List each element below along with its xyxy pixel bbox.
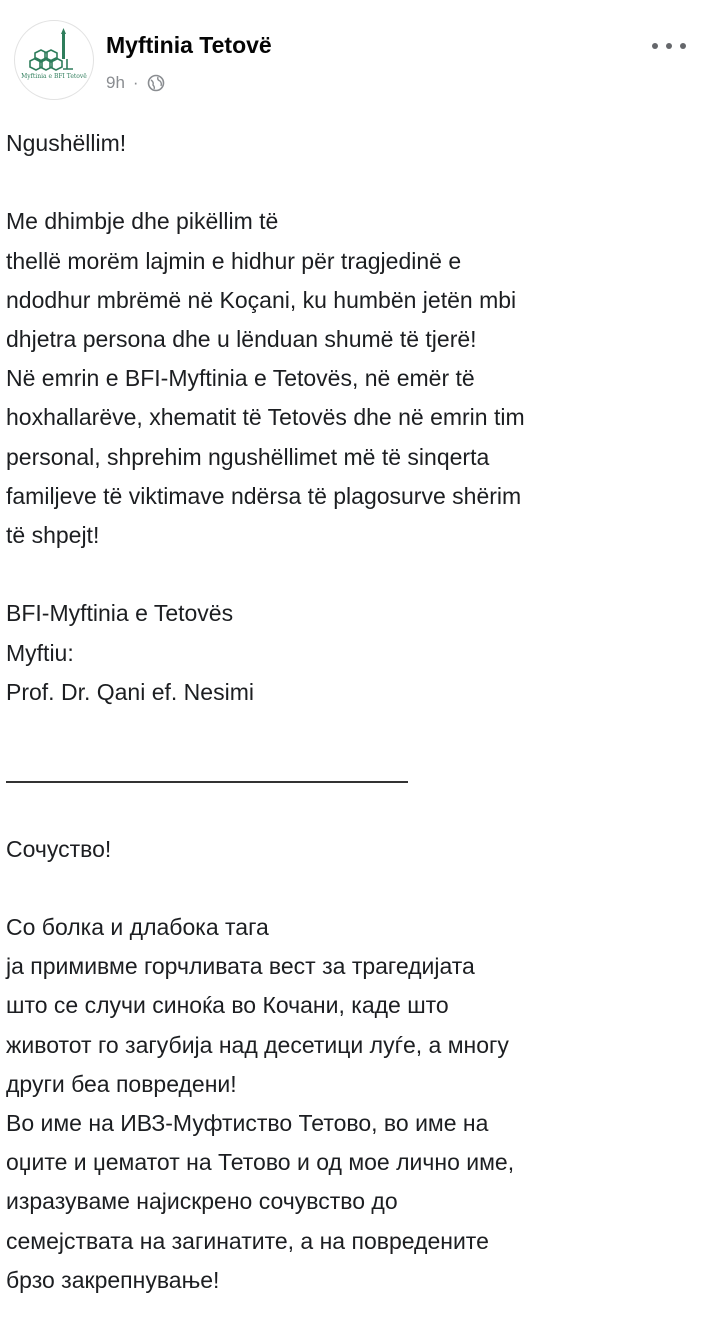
macedonian-paragraph-line: оџите и џематот на Тетово и од мое лично име, xyxy=(6,1149,515,1176)
albanian-paragraph-line: Me dhimbje dhe pikëllim të xyxy=(6,208,279,235)
albanian-paragraph-line: dhjetra persona dhe u lënduan shumë të tjerë! xyxy=(6,326,477,352)
albanian-paragraph-line: ndodhur mbrëmë në Koçani, ku humbën jetën mbi xyxy=(6,286,517,313)
meta-separator: · xyxy=(132,73,139,92)
more-options-icon[interactable] xyxy=(652,36,686,56)
macedonian-paragraph-line: изразуваме најискрено сочувство до xyxy=(6,1188,398,1215)
more-dot xyxy=(680,43,686,49)
albanian-paragraph-line: të shpejt! xyxy=(6,522,100,549)
avatar-caption: Myftinia e BFI Tetovë xyxy=(21,73,87,80)
blank-line xyxy=(6,555,696,594)
divider-rule xyxy=(6,751,696,790)
albanian-signature-line: BFI-Myftinia e Tetovës xyxy=(6,600,234,627)
albanian-signature-line: Myftiu: xyxy=(6,639,74,666)
blank-line xyxy=(6,163,696,202)
macedonian-greeting: Сочуство! xyxy=(6,835,112,862)
blank-line xyxy=(6,712,696,751)
macedonian-paragraph-line: други беа повредени! xyxy=(6,1070,237,1097)
post-header xyxy=(14,16,694,106)
post-meta xyxy=(106,71,165,95)
blank-line xyxy=(6,790,696,829)
more-dot xyxy=(652,43,658,49)
more-dot xyxy=(666,43,672,49)
macedonian-paragraph-line: животот го загубија над десетици луѓе, а многу xyxy=(6,1031,509,1058)
albanian-signature-line: Prof. Dr. Qani ef. Nesimi xyxy=(6,678,254,705)
macedonian-paragraph-line: семејствата на загинатите, а на повредените xyxy=(6,1227,489,1254)
globe-icon xyxy=(147,74,165,92)
post-time[interactable]: 9h xyxy=(106,73,125,92)
albanian-greeting: Ngushëllim! xyxy=(6,130,127,156)
mosque-logo-icon xyxy=(15,21,93,99)
albanian-paragraph-line: familjeve të viktimave ndërsa të plagosurve shërim xyxy=(6,482,522,509)
albanian-paragraph-line: Në emrin e BFI-Myftinia e Tetovës, në emër të xyxy=(6,365,475,392)
macedonian-paragraph-line: брзо закрепнување! xyxy=(6,1266,220,1293)
macedonian-paragraph-line: што се случи синоќа во Кочани, каде што xyxy=(6,992,449,1019)
page-name[interactable]: Myftinia Tetovë xyxy=(106,32,272,58)
page-avatar[interactable] xyxy=(14,20,94,100)
macedonian-paragraph-line: Со болка и длабока тага xyxy=(6,913,269,940)
macedonian-paragraph-line: Во име на ИВЗ-Муфтиство Тетово, во име на xyxy=(6,1109,489,1136)
macedonian-paragraph-line: ја примивме горчливата вест за трагедијата xyxy=(6,953,475,980)
post-body xyxy=(6,124,696,1300)
blank-line xyxy=(6,869,696,908)
albanian-paragraph-line: hoxhallarëve, xhematit të Tetovës dhe në emrin tim xyxy=(6,404,525,431)
albanian-paragraph-line: thellë morëm lajmin e hidhur për tragjedinë e xyxy=(6,247,462,274)
albanian-paragraph-line: personal, shprehim ngushëllimet më të sinqerta xyxy=(6,443,490,470)
